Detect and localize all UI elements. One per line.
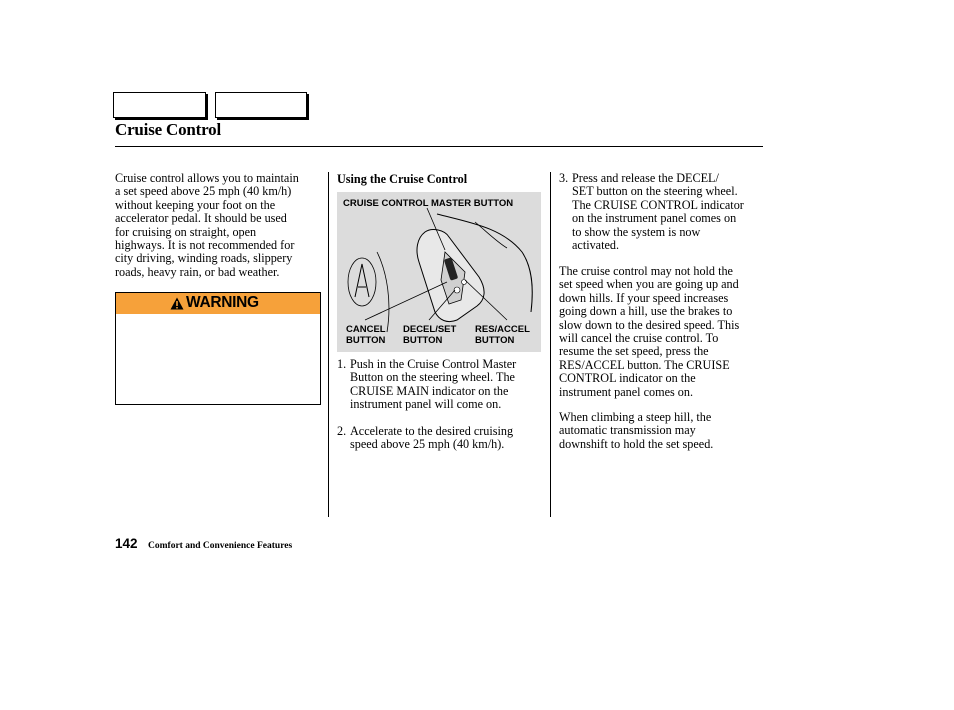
res-accel-button-label (475, 324, 530, 346)
label-line: BUTTON (403, 335, 443, 346)
section-subhead: Using the Cruise Control (337, 172, 468, 186)
step-3 (559, 172, 769, 257)
nav-tab-2[interactable] (215, 92, 307, 118)
text-line: resume the set speed, press the (559, 344, 709, 359)
text-line: instrument panel will come on. (350, 397, 502, 412)
page-title: Cruise Control (115, 120, 221, 139)
text-line: Cruise control allows you to maintain (115, 171, 299, 185)
hill-speed-paragraph (559, 265, 769, 399)
cancel-button-label (346, 324, 386, 346)
step-2 (337, 425, 547, 455)
nav-tab-1[interactable] (113, 92, 206, 118)
section-name: Comfort and Convenience Features (148, 541, 293, 551)
step-text (350, 425, 513, 452)
step-number: 3. (559, 171, 569, 185)
step-text (572, 172, 744, 252)
steering-wheel-figure (337, 192, 541, 352)
text-line: will cancel the cruise control. To (559, 331, 719, 346)
warning-box (115, 292, 321, 405)
text-line: Button on the steering wheel. The (350, 370, 515, 385)
column-divider-1 (328, 172, 329, 517)
text-line: The cruise control may not hold the (559, 264, 733, 278)
label-line: RES/ACCEL (475, 324, 530, 335)
text-line: The CRUISE CONTROL indicator (572, 197, 744, 212)
label-line: BUTTON (475, 335, 515, 346)
text-line: to show the system is now (572, 224, 701, 239)
label-line: DECEL/SET (403, 324, 457, 335)
text-line: RES/ACCEL button. The CRUISE (559, 357, 730, 372)
text-line: for cruising on straight, open (115, 224, 257, 239)
text-line: automatic transmission may (559, 423, 696, 438)
text-line: Press and release the DECEL/ (572, 171, 719, 185)
text-line: without keeping your foot on the (115, 197, 276, 212)
text-line: Accelerate to the desired cruising (350, 424, 514, 438)
text-line: Push in the Cruise Control Master (350, 357, 517, 371)
step-number: 2. (337, 424, 347, 438)
text-line: set speed when you are going up and (559, 277, 739, 292)
text-line: downshift to hold the set speed. (559, 436, 714, 451)
text-line: instrument panel comes on. (559, 384, 694, 399)
text-line: CONTROL indicator on the (559, 371, 696, 386)
step-text (350, 358, 516, 412)
text-line: on the instrument panel comes on (572, 211, 737, 226)
intro-paragraph (115, 172, 325, 279)
text-line: speed above 25 mph (40 km/h). (350, 437, 505, 452)
text-line: SET button on the steering wheel. (572, 184, 738, 199)
page-number: 142 (115, 536, 138, 551)
warning-bar (116, 293, 320, 314)
text-line: city driving, winding roads, slippery (115, 251, 293, 266)
warning-label: WARNING (186, 294, 259, 311)
text-line: activated. (572, 238, 620, 253)
text-line: going down a hill, use the brakes to (559, 304, 733, 319)
text-line: CRUISE MAIN indicator on the (350, 383, 509, 398)
text-line: accelerator pedal. It should be used (115, 211, 287, 226)
text-line: When climbing a steep hill, the (559, 410, 712, 424)
title-rule (115, 146, 763, 147)
decel-set-button-label (403, 324, 456, 346)
column-divider-2 (550, 172, 551, 517)
warning-triangle-icon (170, 297, 184, 310)
step-number: 1. (337, 357, 347, 371)
label-line: BUTTON (346, 335, 386, 346)
text-line: slow down to the desired speed. This (559, 317, 740, 332)
text-line: down hills. If your speed increases (559, 290, 729, 305)
text-line: highways. It is not recommended for (115, 238, 295, 253)
step-1 (337, 358, 547, 418)
text-line: a set speed above 25 mph (40 km/h) (115, 184, 292, 199)
steep-hill-paragraph (559, 411, 769, 451)
text-line: roads, heavy rain, or bad weather. (115, 264, 280, 279)
master-button-label: CRUISE CONTROL MASTER BUTTON (343, 198, 514, 209)
label-line: CANCEL (346, 324, 386, 335)
